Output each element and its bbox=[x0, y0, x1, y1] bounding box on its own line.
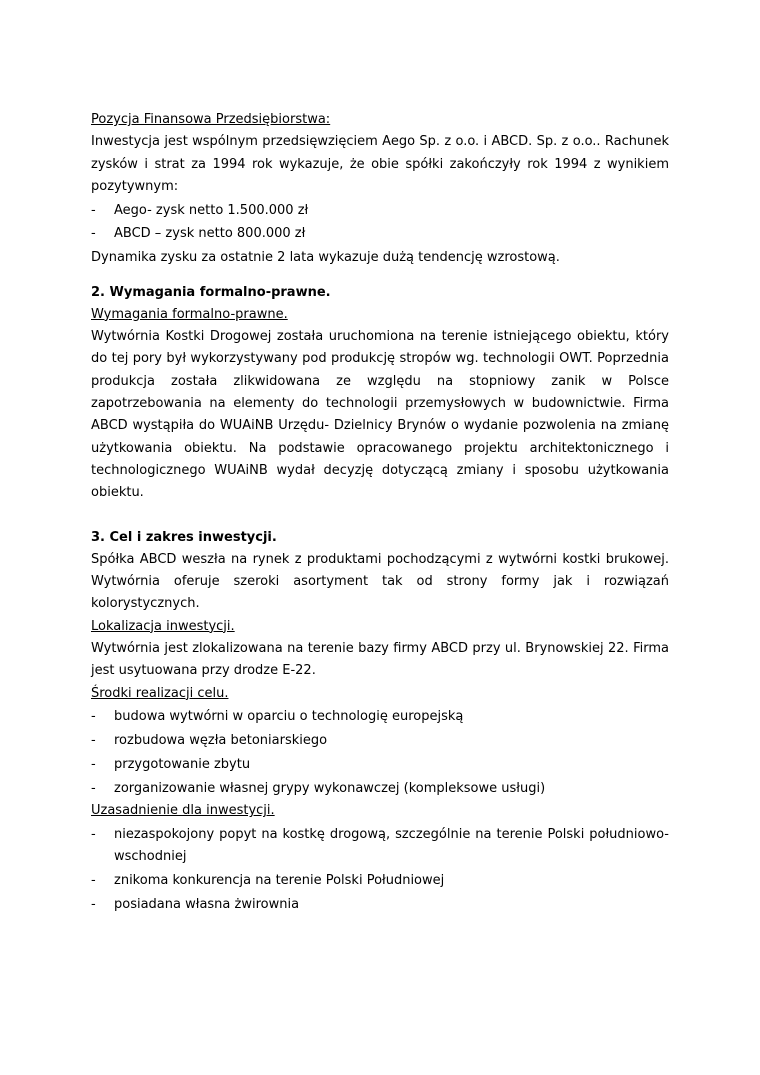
location-subheading: Lokalizacja inwestycji. bbox=[91, 618, 235, 634]
list-item-text: przygotowanie zbytu bbox=[114, 757, 251, 773]
bullet-marker: - bbox=[91, 709, 96, 725]
document-page bbox=[91, 109, 669, 916]
list-item bbox=[91, 730, 669, 752]
justification-subheading: Uzasadnienie dla inwestycji. bbox=[91, 803, 275, 819]
means-subheading: Środki realizacji celu. bbox=[91, 685, 229, 701]
goal-paragraph: Spółka ABCD weszła na rynek z produktami pochodzącymi z wytwórni kostki brukowej. Wytwórnia oferuje szeroki asortyment tak od strony formy jak i rozwiązań kolorystycznych. bbox=[91, 551, 669, 612]
list-item-text: niezaspokojony popyt na kostkę drogową, szczególnie na terenie Polski południowo-wschodniej bbox=[114, 826, 669, 865]
list-item-text: zorganizowanie własnej grypy wykonawczej (kompleksowe usługi) bbox=[114, 780, 546, 796]
bullet-marker: - bbox=[91, 873, 96, 888]
list-item-text: posiadana własna żwirownia bbox=[114, 896, 300, 912]
legal-requirements-paragraph: Wytwórnia Kostki Drogowej została uruchomiona na terenie istniejącego obiektu, który do tej pory był wykorzystywany pod produkcję stropów wg. technologii OWT. Poprzednia produkcja została zlikwidowana ze względu na stopniowy zanik w Polsce zapotrzebowania na elementy do technologii przemysłowych w budownictwie. Firma ABCD wystąpiła do WUAiNB Urzędu- Dzielnicy Brynów o wydanie pozwolenia na zmianę użytkowania obiektu. Na podstawie opracowanego projektu architektonicznego i technologicznego WUAiNB wydał decyzję dotyczącą zmiany i sposobu użytkowania obiektu. bbox=[91, 329, 669, 501]
bullet-marker: - bbox=[91, 226, 96, 242]
list-item bbox=[91, 824, 669, 869]
list-item bbox=[91, 778, 669, 800]
bullet-marker: - bbox=[91, 826, 96, 842]
list-item bbox=[91, 200, 669, 222]
bullet-marker: - bbox=[91, 733, 96, 749]
bullet-marker: - bbox=[91, 896, 96, 912]
bullet-marker: - bbox=[91, 202, 96, 218]
financial-position-paragraph: Inwestycja jest wspólnym przedsięwzięciem Aego Sp. z o.o. i ABCD. Sp. z o.o.. Rachunek zysków i strat za 1994 rok wykazuje, że obie spółki zakończyły rok 1994 z wynikiem pozytywnym: bbox=[91, 134, 669, 194]
list-item-text: znikoma konkurencja na terenie Polski Południowej bbox=[114, 873, 445, 888]
list-item bbox=[91, 870, 669, 892]
section-3-heading: 3. Cel i zakres inwestycji. bbox=[91, 529, 277, 545]
list-item-text: ABCD – zysk netto 800.000 zł bbox=[114, 226, 306, 242]
financial-position-subheading: Pozycja Finansowa Przedsiębiorstwa: bbox=[91, 112, 331, 127]
list-item bbox=[91, 706, 669, 728]
list-item-text: Aego- zysk netto 1.500.000 zł bbox=[114, 202, 309, 218]
bullet-marker: - bbox=[91, 757, 96, 773]
section-2-heading: 2. Wymagania formalno-prawne. bbox=[91, 284, 331, 300]
bullet-marker: - bbox=[91, 780, 96, 796]
list-item bbox=[91, 223, 669, 245]
list-item-text: rozbudowa węzła betoniarskiego bbox=[114, 733, 328, 749]
location-paragraph: Wytwórnia jest zlokalizowana na terenie bazy firmy ABCD przy ul. Brynowskiej 22. Firma jest usytuowana przy drodze E-22. bbox=[91, 641, 669, 679]
list-item-text: budowa wytwórni w oparciu o technologię europejską bbox=[114, 709, 464, 725]
list-item bbox=[91, 894, 669, 916]
profit-dynamics-text: Dynamika zysku za ostatnie 2 lata wykazuje dużą tendencję wzrostową. bbox=[91, 250, 560, 266]
legal-requirements-subheading: Wymagania formalno-prawne. bbox=[91, 306, 288, 322]
list-item bbox=[91, 754, 669, 776]
